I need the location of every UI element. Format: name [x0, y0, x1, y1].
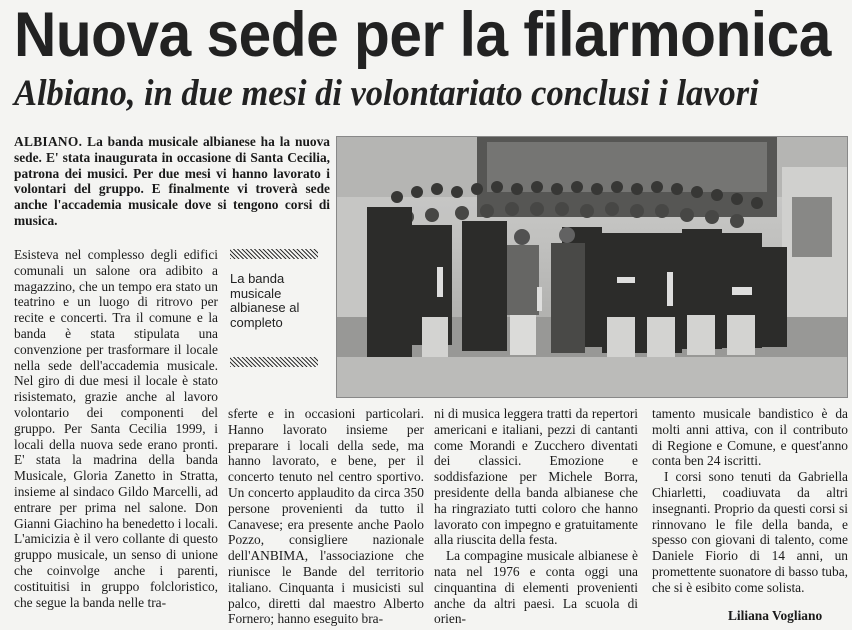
band-photo-illustration	[337, 137, 847, 397]
body-column-2	[228, 406, 424, 627]
lead-paragraph	[14, 134, 330, 229]
subheadline: Albiano, in due mesi di volontariato conclusi i lavori	[14, 73, 759, 114]
body-paragraph: sferte e in occasioni particolari. Hanno lavorato insieme per preparare i locali della sede, ma hanno lavorato, e bene, per il concerto tenuto nel centro sportivo. Un concerto applaudito da circa 350 persone provenienti da tutto il Canavese; era presente anche Paolo Pozzo, consigliere nazionale dell'ANBIMA, l'associazione che riunisce le Bande del territorio italiano. Cinquanta i musicisti sul palco, diretti dal maestro Alberto Fornero; hanno eseguito bra-	[228, 406, 424, 627]
body-paragraph: tamento musicale bandistico è da molti anni attiva, con il contributo di Regione e Comune, e quest'anno conta ben 24 iscritti.	[652, 406, 848, 469]
photo-caption: La banda musicale albianese al completo	[230, 271, 300, 330]
headline: Nuova sede per la filarmonica	[14, 0, 831, 70]
body-paragraph: ni di musica leggera tratti da repertori americani e italiani, pezzi di cantanti come Morandi e Zucchero diventati dei classici. Emozione e soddisfazione per Michele Borra, presidente della banda albianese che ha ringraziato tutti coloro che hanno lavorato con impegno e gratuitamente alla riuscita della festa.	[434, 406, 638, 548]
body-column-3	[434, 406, 638, 627]
body-paragraph: I corsi sono tenuti da Gabriella Chiarletti, coadiuvata da altri insegnanti. Proprio da questi corsi si rinnovano le file della banda, e spesso con giovani di talento, come Daniele Fiorio di 14 anni, un promettente suonatore di basso tuba, che si è esibito come solista.	[652, 469, 848, 595]
lead-text: La banda musicale albianese ha la nuova sede. E' stata inaugurata in occasione di Santa Cecilia, patrona dei musici. Per due mesi vi hanno lavorato i volontari del gruppo. E finalmente vi troverà sede anche l'accademia musicale dove si tengono corsi di musica.	[14, 134, 330, 228]
body-column-4	[652, 406, 848, 596]
body-paragraph: Esisteva nel complesso degli edifici comunali un salone ora adibito a magazzino, che un tempo era stato un teatrino e un luogo di ritrovo per recite e concerti. Tra il comune e la banda è stata stipulata una convenzione per trasformare il locale nella sede dell'accademia musicale. Nel giro di due mesi il locale è stato risistemato, grazie anche al lavoro volontario dei componenti del gruppo. Per Santa Cecilia 1999, i locali della nuova sede erano pronti. E' stata la madrina della banda Musicale, Gloria Zanetto in Strattа, insieme al sindaco Gildo Marcelli, ad entrare per prima nel salone. Don Gianni Giachino ha benedetto i locali. L'amicizia è il vero collante di questo gruppo musicale, un senso di unione che coinvolge anche i parenti, costituitisi in gruppo folcloristico, che segue la banda nelle tra-	[14, 247, 218, 610]
caption-rule-top	[230, 249, 318, 259]
band-photo	[336, 136, 848, 398]
body-column-1	[14, 247, 218, 610]
dateline: ALBIANO.	[14, 134, 83, 149]
body-paragraph: La compagine musicale albianese è nata nel 1976 e conta oggi una cinquantina di elementi provenienti anche da altri paesi. La scuola di orien-	[434, 548, 638, 627]
byline: Liliana Vogliano	[728, 608, 823, 623]
caption-rule-bottom	[230, 357, 318, 367]
